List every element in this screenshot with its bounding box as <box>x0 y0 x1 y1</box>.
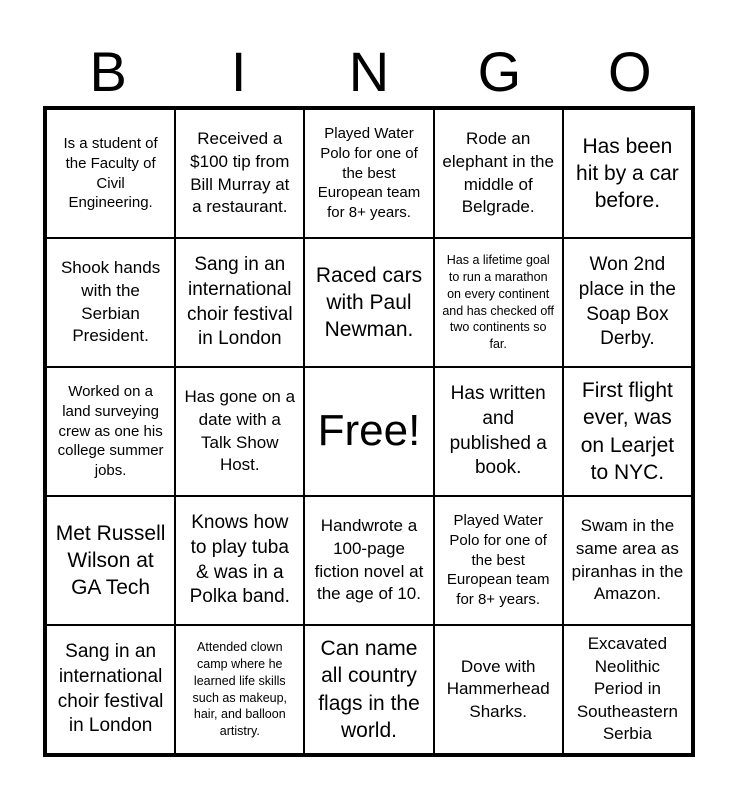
bingo-cell-r3-c1[interactable] <box>46 367 175 496</box>
header-letter-o: O <box>608 40 652 103</box>
bingo-cell-r5-c3[interactable] <box>304 625 433 754</box>
bingo-cell-r4-c4[interactable] <box>434 496 563 625</box>
bingo-board <box>43 106 695 757</box>
header-letter-b: B <box>89 40 127 103</box>
bingo-cell-r2-c4[interactable] <box>434 238 563 367</box>
bingo-header <box>43 38 695 106</box>
free-space-cell[interactable] <box>304 367 433 496</box>
cell-text: Excavated Neolithic Period in Southeastern Serbia <box>576 633 678 744</box>
cell-text: Played Water Polo for one of the best European team for 8+ years. <box>317 125 421 222</box>
bingo-cell-r2-c5[interactable] <box>563 238 692 367</box>
cell-text: Has a lifetime goal to run a marathon on every continent and has checked off two continents so far. <box>442 252 555 352</box>
header-letter-i: I <box>230 40 247 103</box>
cell-text: Raced cars with Paul Newman. <box>315 263 423 342</box>
bingo-cell-r3-c2[interactable] <box>175 367 304 496</box>
bingo-cell-r5-c1[interactable] <box>46 625 175 754</box>
bingo-cell-r2-c2[interactable] <box>175 238 304 367</box>
bingo-cell-r2-c1[interactable] <box>46 238 175 367</box>
cell-text: Knows how to play tuba & was in a Polka band. <box>189 512 290 608</box>
bingo-cell-r1-c5[interactable] <box>563 109 692 238</box>
header-letter-g: G <box>477 40 522 103</box>
cell-text: Won 2nd place in the Soap Box Derby. <box>578 254 676 350</box>
cell-text: Sang in an international choir festival in London <box>57 641 164 737</box>
cell-text: Rode an elephant in the middle of Belgrade. <box>442 129 554 217</box>
cell-text: Worked on a land surveying crew as one his college summer jobs. <box>57 383 164 480</box>
bingo-cell-r4-c3[interactable] <box>304 496 433 625</box>
cell-text: Received a $100 tip from Bill Murray at a restaurant. <box>190 129 290 217</box>
bingo-cell-r3-c4[interactable] <box>434 367 563 496</box>
bingo-cell-r1-c4[interactable] <box>434 109 563 238</box>
cell-text: First flight ever, was on Learjet to NYC. <box>580 378 675 484</box>
cell-text: Met Russell Wilson at GA Tech <box>55 521 166 600</box>
cell-text: Has written and published a book. <box>449 383 547 479</box>
cell-text: Dove with Hammerhead Sharks. <box>446 656 550 721</box>
cell-text: Sang in an international choir festival in London <box>186 254 293 350</box>
bingo-cell-r1-c2[interactable] <box>175 109 304 238</box>
bingo-cell-r4-c1[interactable] <box>46 496 175 625</box>
cell-text: Has gone on a date with a Talk Show Host. <box>184 387 296 475</box>
cell-text: Attended clown camp where he learned life skills such as makeup, hair, and balloon artistry. <box>192 639 288 739</box>
cell-text: Swam in the same area as piranhas in the Amazon. <box>571 516 684 604</box>
bingo-cell-r4-c2[interactable] <box>175 496 304 625</box>
cell-text: Can name all country flags in the world. <box>318 636 420 742</box>
free-space-label: Free! <box>317 406 421 456</box>
bingo-cell-r5-c5[interactable] <box>563 625 692 754</box>
bingo-cell-r1-c3[interactable] <box>304 109 433 238</box>
header-letter-n: N <box>348 40 390 103</box>
cell-text: Has been hit by a car before. <box>576 134 679 213</box>
bingo-cell-r4-c5[interactable] <box>563 496 692 625</box>
cell-text: Shook hands with the Serbian President. <box>60 258 161 346</box>
cell-text: Played Water Polo for one of the best European team for 8+ years. <box>446 512 550 609</box>
bingo-cell-r1-c1[interactable] <box>46 109 175 238</box>
bingo-cell-r5-c4[interactable] <box>434 625 563 754</box>
bingo-cell-r2-c3[interactable] <box>304 238 433 367</box>
bingo-cell-r3-c5[interactable] <box>563 367 692 496</box>
bingo-cell-r5-c2[interactable] <box>175 625 304 754</box>
cell-text: Handwrote a 100-page fiction novel at the age of 10. <box>314 516 424 604</box>
cell-text: Is a student of the Faculty of Civil Engineering. <box>63 134 158 212</box>
